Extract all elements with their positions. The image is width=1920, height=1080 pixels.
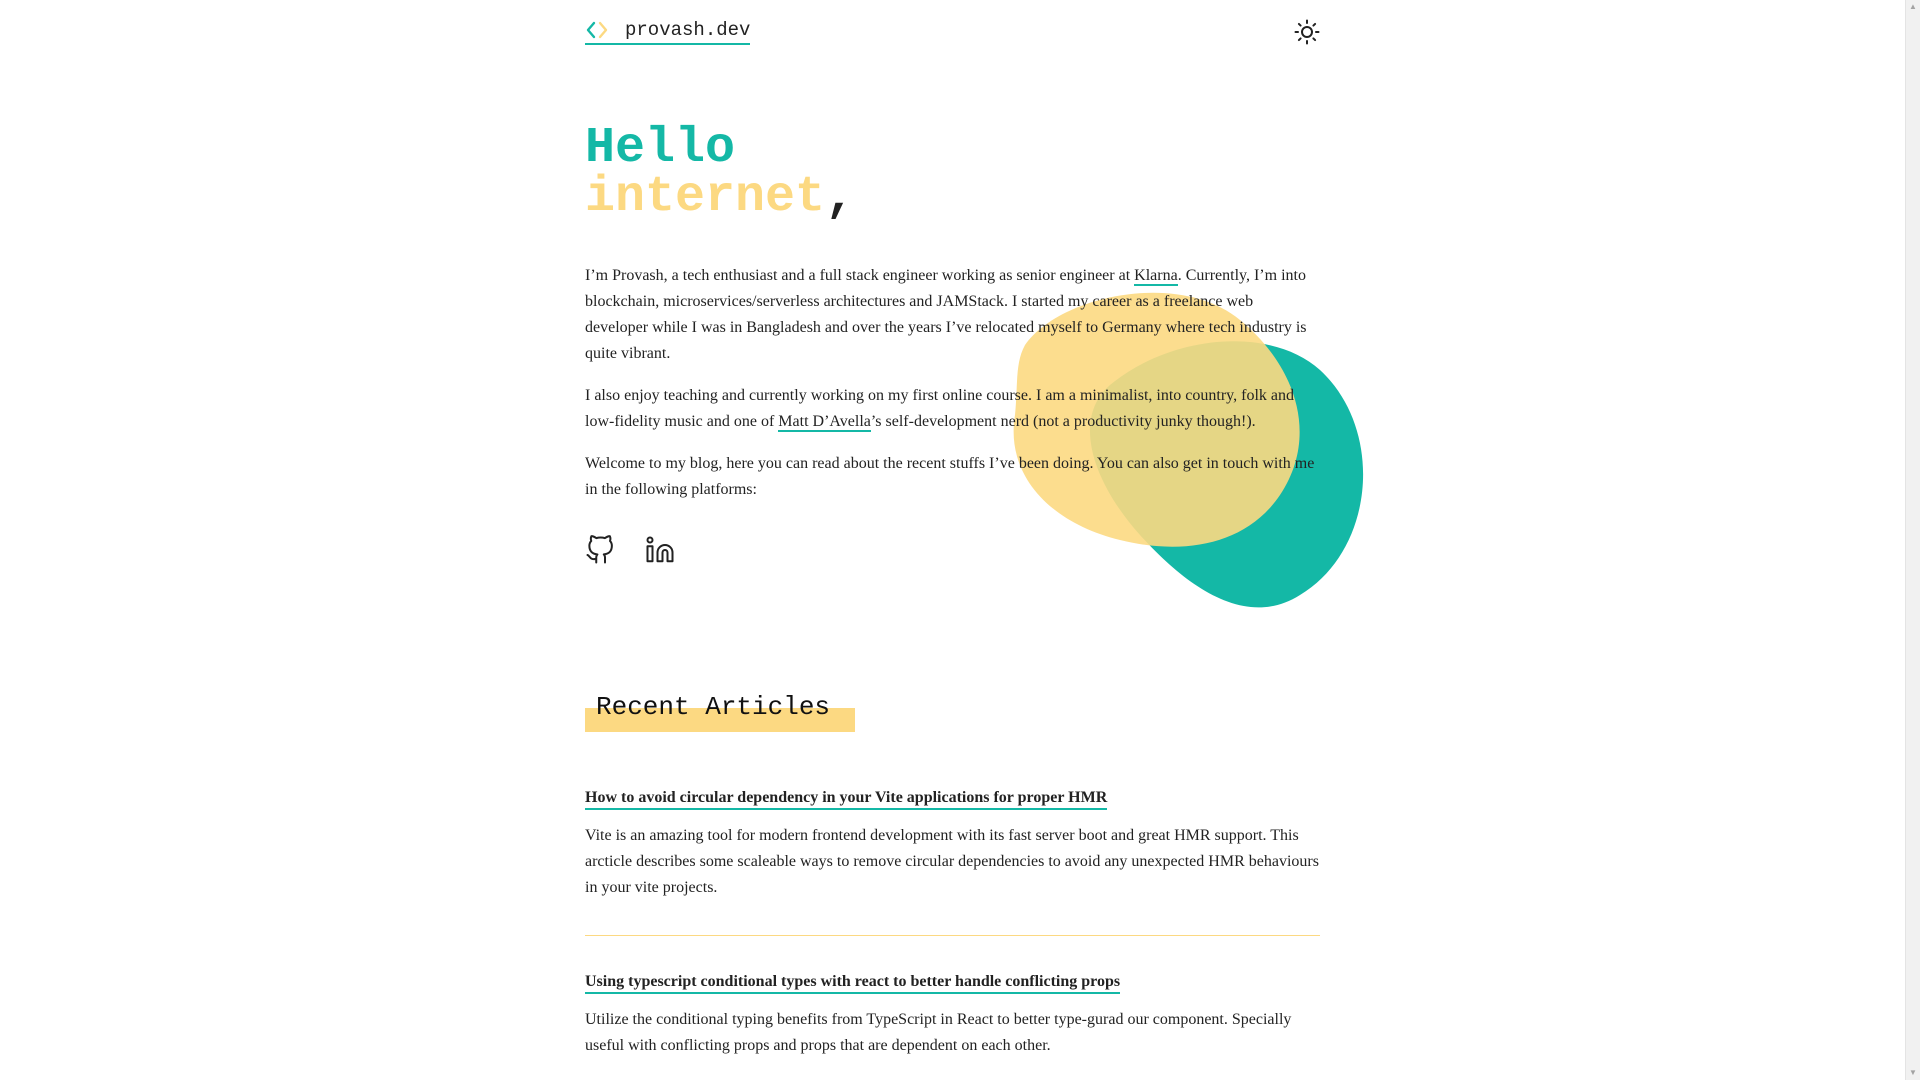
intro — [585, 263, 1320, 519]
sun-icon[interactable] — [1294, 19, 1320, 45]
klarna-link[interactable]: Klarna — [1134, 267, 1178, 284]
hero-hello: Hello — [585, 120, 736, 177]
vertical-scrollbar[interactable] — [1905, 0, 1920, 1080]
recent-articles-heading: Recent Articles — [596, 692, 831, 722]
article-item — [585, 788, 1320, 935]
site-name: provash.dev — [625, 19, 751, 41]
github-link[interactable] — [585, 535, 615, 565]
article-list — [585, 788, 1320, 1080]
scroll-down-icon[interactable]: ▼ — [1909, 1068, 1917, 1077]
linkedin-icon — [645, 535, 675, 565]
code-brackets-icon — [585, 20, 609, 40]
github-icon — [585, 535, 615, 565]
intro-paragraph-1 — [585, 263, 1320, 367]
social-links — [585, 535, 675, 565]
intro-paragraph-2 — [585, 383, 1320, 435]
hero-internet: internet — [585, 169, 826, 226]
site-header — [585, 14, 1320, 50]
intro-text: . Currently, I’m into blockchain, microservices/serverless architectures and JAMStack. I started my career as a freelance web developer while I was in Bangladesh and over the years I’ve relocated myself to Germany where tech industry is quite vibrant. — [585, 267, 1307, 362]
linkedin-link[interactable] — [645, 535, 675, 565]
article-title-link[interactable]: Using typescript conditional types with react to better handle conflicting props — [585, 972, 1120, 994]
article-summary: Vite is an amazing tool for modern frontend development with its fast server boot and great HMR support. This arcticle describes some scaleable ways to remove circular dependencies to avoid any unexpected HMR behaviours in your vite projects. — [585, 827, 1319, 896]
home-link[interactable] — [585, 19, 750, 45]
scroll-up-icon[interactable]: ▲ — [1909, 2, 1917, 11]
article-title-link[interactable]: How to avoid circular dependency in your Vite applications for proper HMR — [585, 788, 1107, 810]
article-summary: Utilize the conditional typing benefits from TypeScript in React to better type-gurad our component. Specially useful with conflicting props and props that are dependent on each other. — [585, 1011, 1292, 1054]
intro-text: I’m Provash, a tech enthusiast and a full stack engineer working as senior engineer at — [585, 267, 1135, 284]
recent-articles-section — [585, 690, 830, 724]
matt-davella-link[interactable]: Matt D’Avella — [778, 413, 871, 430]
hero-heading — [585, 120, 856, 226]
intro-text: I also enjoy teaching and currently working on my first online course. I am a minimalist, into country, folk and low-fidelity music and one of — [585, 387, 1295, 430]
hero-comma: , — [825, 169, 856, 226]
hero — [585, 120, 856, 226]
intro-paragraph-3: Welcome to my blog, here you can read about the recent stuffs I’ve been doing. You can also get in touch with me in the following platforms: — [585, 455, 1315, 498]
intro-text: ’s self-development nerd (not a productivity junky though!). — [870, 413, 1256, 430]
article-item — [585, 935, 1320, 1080]
